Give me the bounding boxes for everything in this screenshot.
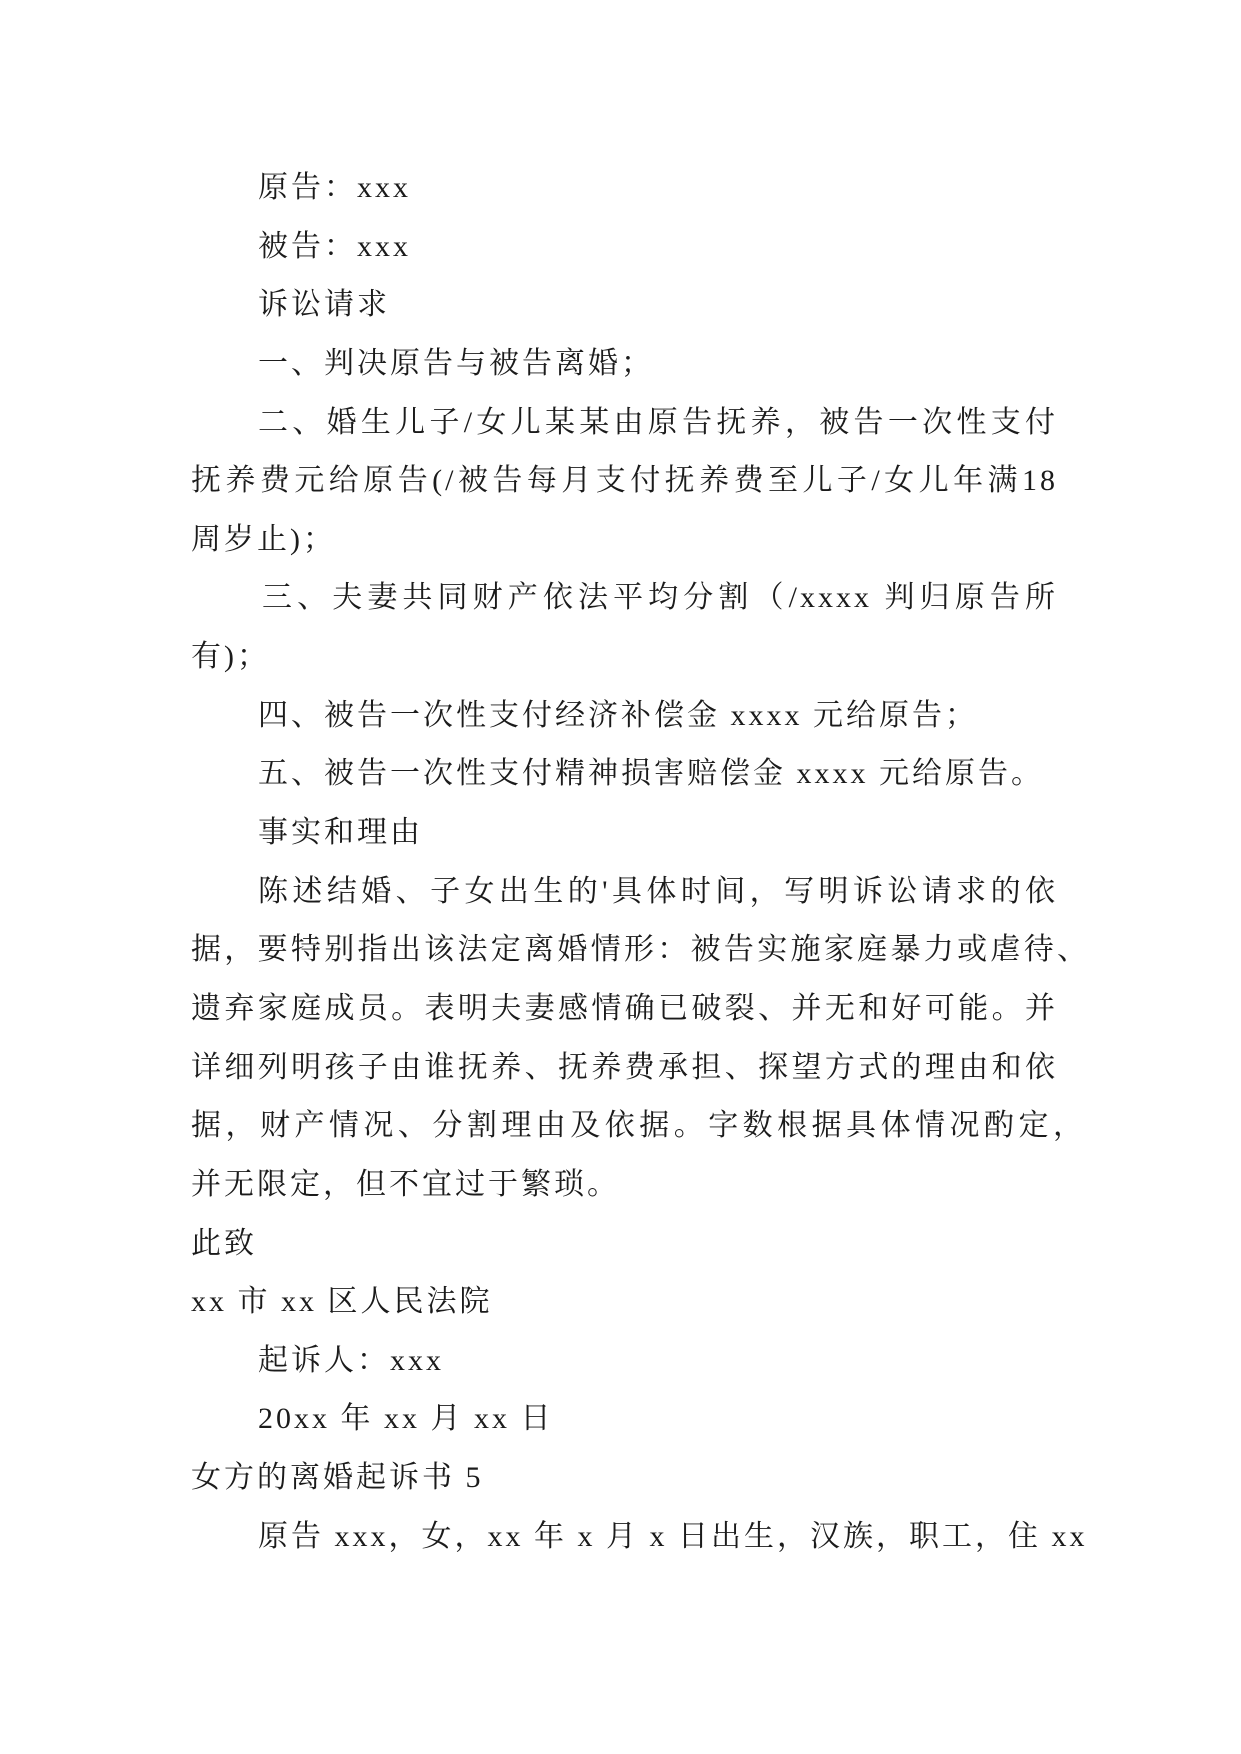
defendant-line: 被告：xxx	[258, 229, 411, 263]
signer-line: 起诉人：xxx	[258, 1343, 444, 1377]
next-section-title: 女方的离婚起诉书 5	[191, 1461, 484, 1495]
document-body	[0, 159, 1241, 1566]
claim-4-line-1: 四、被告一次性支付经济补偿金 xxxx 元给原告；	[258, 698, 978, 732]
facts-line-5: 据，财产情况、分割理由及依据。字数根据具体情况酌定，	[191, 1109, 1086, 1143]
facts-line-3: 遗弃家庭成员。表明夫妻感情确已破裂、并无和好可能。并	[191, 991, 1058, 1025]
closing-line: 此致	[191, 1226, 257, 1260]
date-line: 20xx 年 xx 月 xx 日	[258, 1402, 554, 1436]
facts-heading: 事实和理由	[258, 816, 423, 850]
claim-1-line-1: 一、判决原告与被告离婚；	[258, 346, 654, 380]
claim-3-line-2: 有)；	[191, 640, 270, 674]
facts-line-6: 并无限定，但不宜过于繁琐。	[191, 1167, 620, 1201]
facts-line-2: 据，要特别指出该法定离婚情形：被告实施家庭暴力或虐待、	[191, 933, 1090, 967]
court-line: xx 市 xx 区人民法院	[191, 1285, 493, 1319]
facts-line-4: 详细列明孩子由谁抚养、抚养费承担、探望方式的理由和依	[191, 1050, 1058, 1084]
next-section-intro: 原告 xxx，女，xx 年 x 月 x 日出生，汉族，职工，住 xx	[258, 1519, 1088, 1553]
facts-line-1: 陈述结婚、子女出生的'具体时间，写明诉讼请求的依	[258, 874, 1058, 908]
claim-2-line-2: 抚养费元给原告(/被告每月支付抚养费至儿子/女儿年满18	[191, 464, 1058, 498]
plaintiff-line: 原告：xxx	[258, 171, 411, 204]
claim-5-line-1: 五、被告一次性支付精神损害赔偿金 xxxx 元给原告。	[258, 757, 1044, 791]
claim-2-line-3: 周岁止)；	[191, 522, 336, 556]
claim-3-line-1: 三、夫妻共同财产依法平均分割（/xxxx 判归原告所	[262, 581, 1058, 615]
claims-heading: 诉讼请求	[258, 288, 390, 322]
claim-2-line-1: 二、婚生儿子/女儿某某由原告抚养，被告一次性支付	[258, 405, 1058, 439]
